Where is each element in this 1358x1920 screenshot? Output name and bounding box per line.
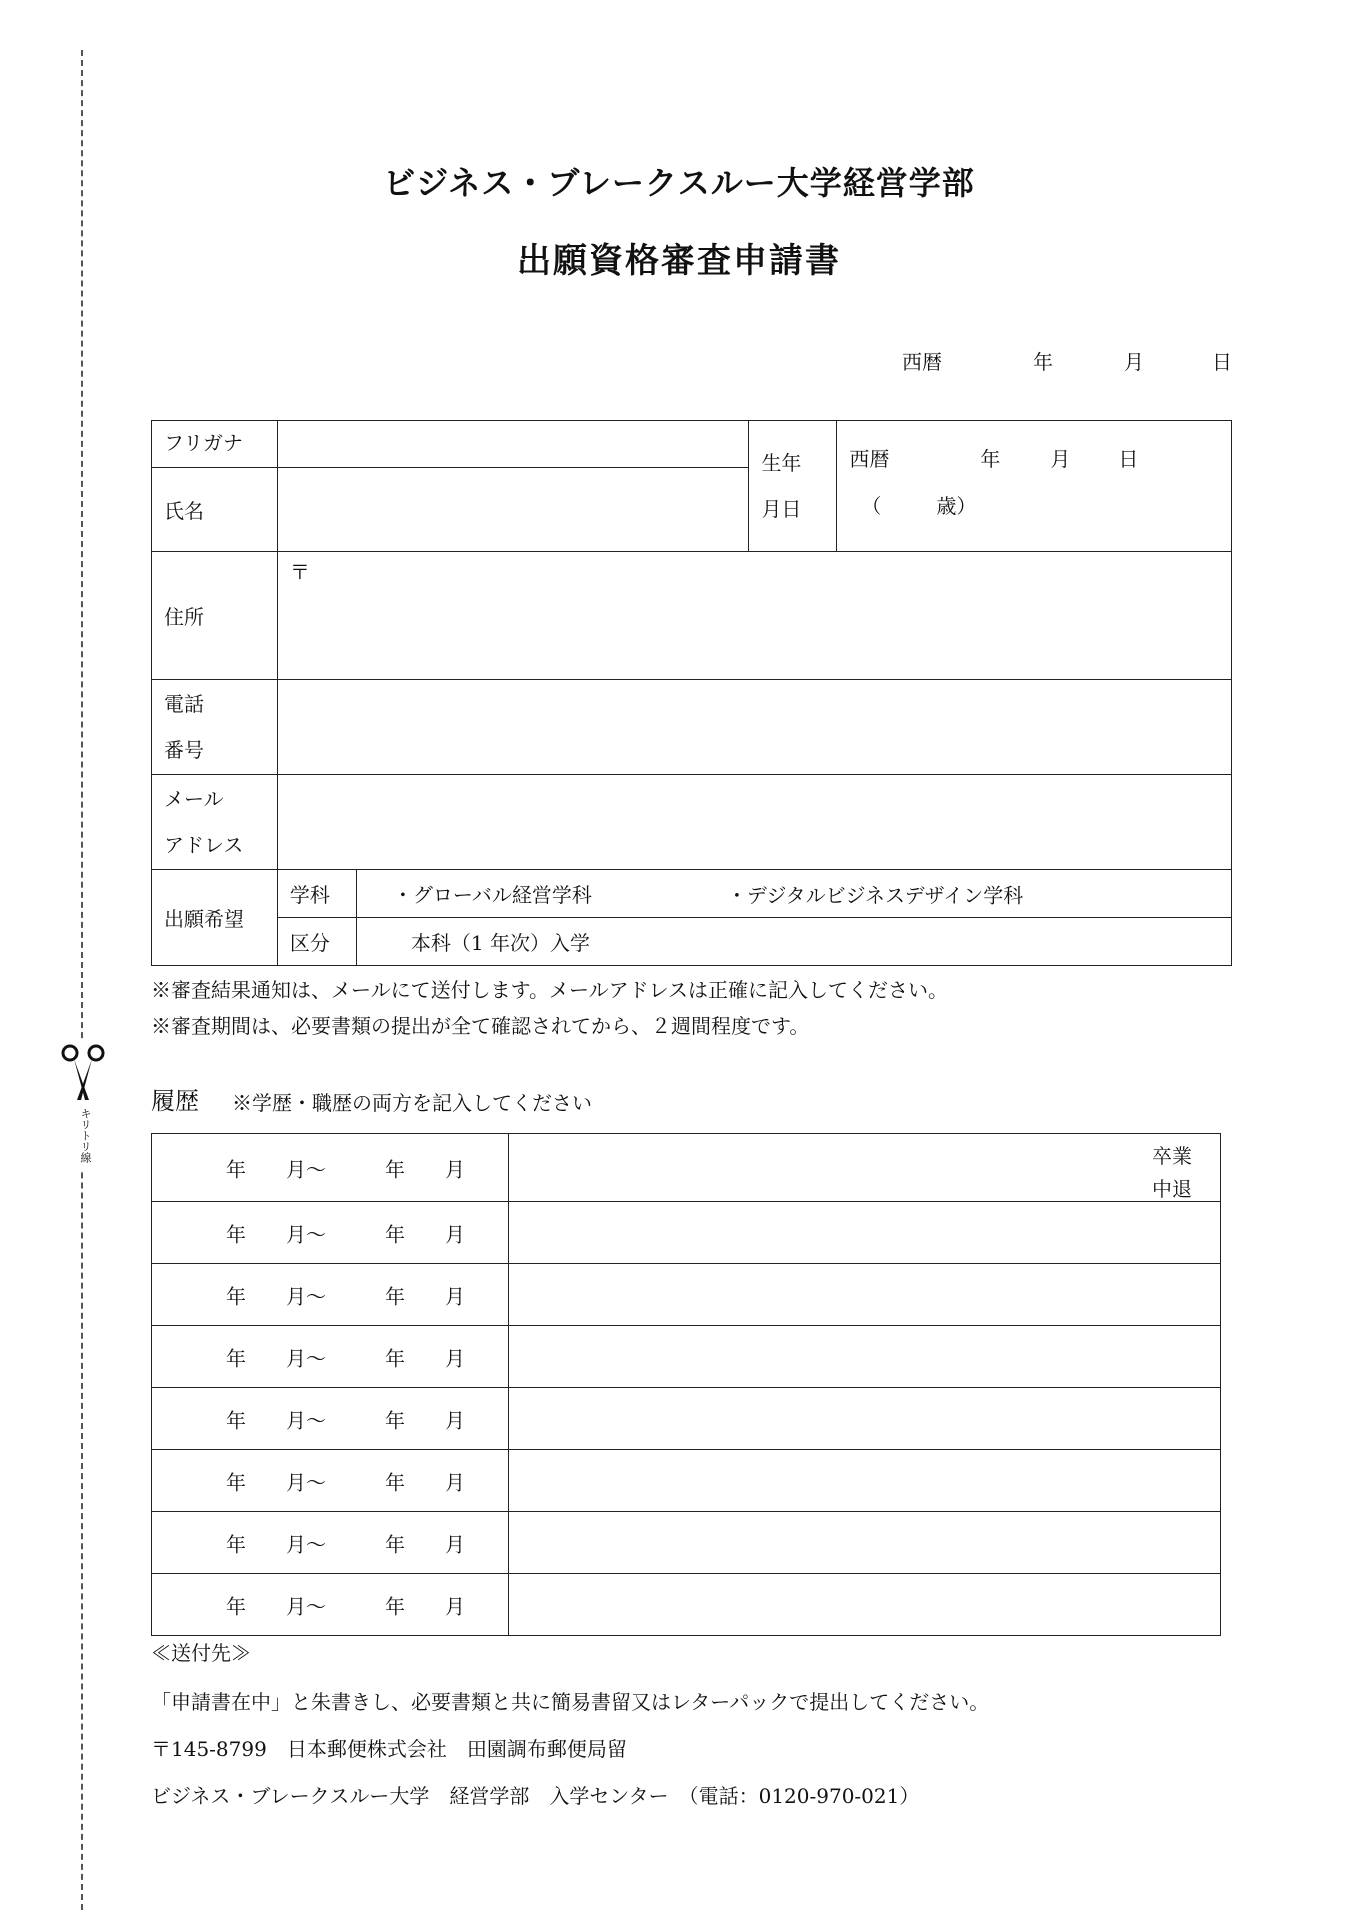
table-row (152, 1264, 1221, 1326)
scissors-marker (58, 1042, 108, 1172)
table-row (152, 1326, 1221, 1388)
age-close: 歳） (936, 494, 977, 518)
email-label-2: アドレス (164, 833, 244, 857)
history-period[interactable] (152, 1574, 509, 1636)
form-title: 出願資格審査申請書 (517, 241, 841, 281)
period-month-to: 月 (445, 1408, 465, 1432)
history-detail[interactable] (508, 1326, 1220, 1388)
history-detail[interactable] (508, 1450, 1220, 1512)
period-year-to: 年 (385, 1408, 405, 1432)
period-year-from: 年 (226, 1222, 246, 1246)
history-status (1152, 1140, 1192, 1206)
period-month-from: 月～ (286, 1594, 326, 1618)
history-period[interactable] (152, 1326, 509, 1388)
period-month-from: 月～ (286, 1532, 326, 1556)
history-period[interactable] (152, 1202, 509, 1264)
period-year-from: 年 (226, 1157, 246, 1181)
email-field[interactable] (277, 775, 1231, 870)
period-year-to: 年 (385, 1346, 405, 1370)
name-label: 氏名 (152, 468, 278, 552)
email-label (152, 775, 278, 870)
history-period[interactable] (152, 1512, 509, 1574)
history-title: 履歴 (151, 1087, 199, 1115)
history-detail[interactable] (508, 1264, 1220, 1326)
period-year-to: 年 (385, 1594, 405, 1618)
period-year-from: 年 (226, 1470, 246, 1494)
date-year: 年 (1033, 350, 1053, 374)
note-review-period: ※審査期間は、必要書類の提出が全て確認されてから、２週間程度です。 (151, 1014, 810, 1038)
period-month-to: 月 (445, 1346, 465, 1370)
history-period[interactable] (152, 1450, 509, 1512)
furigana-label: フリガナ (152, 421, 278, 468)
form-title-institution: ビジネス・ブレークスルー大学経営学部 (383, 164, 975, 202)
recipient-line: ビジネス・ブレークスルー大学 経営学部 入学センター （電話：0120-970-021） (151, 1784, 920, 1808)
table-row (152, 1388, 1221, 1450)
status-withdrawn[interactable]: 中退 (1152, 1177, 1192, 1201)
table-row (152, 1574, 1221, 1636)
department-option-global[interactable]: ・グローバル経営学科 (392, 883, 592, 907)
desired-label: 出願希望 (152, 870, 278, 966)
table-row (152, 1450, 1221, 1512)
period-year-to: 年 (385, 1532, 405, 1556)
period-month-from: 月～ (286, 1284, 326, 1308)
period-year-to: 年 (385, 1222, 405, 1246)
birthdate-era: 西暦 (849, 447, 890, 471)
birthdate-year: 年 (980, 447, 1001, 471)
period-month-from: 月～ (286, 1222, 326, 1246)
history-note: ※学歴・職歴の両方を記入してください (232, 1091, 592, 1115)
status-graduated[interactable]: 卒業 (1152, 1144, 1192, 1168)
birthdate-month: 月 (1050, 447, 1071, 471)
destination-heading: ≪送付先≫ (151, 1641, 251, 1665)
period-month-to: 月 (445, 1470, 465, 1494)
cut-line-label: キリトリ線 (79, 1108, 92, 1163)
address-label: 住所 (152, 552, 278, 680)
applicant-table (151, 420, 1232, 966)
period-month-to: 月 (445, 1222, 465, 1246)
table-row (152, 1134, 1221, 1202)
period-month-from: 月～ (286, 1157, 326, 1181)
period-month-to: 月 (445, 1284, 465, 1308)
phone-field[interactable] (277, 680, 1231, 775)
history-detail[interactable] (508, 1388, 1220, 1450)
phone-label (152, 680, 278, 775)
date-month: 月 (1124, 350, 1144, 374)
table-row (152, 1202, 1221, 1264)
department-option-digital[interactable]: ・デジタルビジネスデザイン学科 (726, 883, 1024, 907)
period-year-to: 年 (385, 1157, 405, 1181)
period-month-to: 月 (445, 1532, 465, 1556)
postal-mark: 〒 (289, 560, 310, 584)
date-era: 西暦 (902, 350, 942, 374)
birthdate-day: 日 (1118, 447, 1139, 471)
category-label: 区分 (277, 918, 356, 966)
period-year-from: 年 (226, 1346, 246, 1370)
birthdate-label-1: 生年 (761, 451, 802, 475)
cut-line (81, 50, 83, 1910)
department-label: 学科 (277, 870, 356, 918)
phone-label-1: 電話 (164, 692, 204, 716)
category-value: 本科（1 年次）入学 (356, 918, 1231, 966)
period-month-to: 月 (445, 1157, 465, 1181)
history-period[interactable] (152, 1264, 509, 1326)
age-open: （ (861, 494, 882, 518)
history-period[interactable] (152, 1134, 509, 1202)
submission-instruction: 「申請書在中」と朱書きし、必要書類と共に簡易書留又はレターパックで提出してください。 (151, 1690, 990, 1714)
birthdate-label-cell (749, 421, 837, 552)
period-month-from: 月～ (286, 1346, 326, 1370)
birthdate-field[interactable] (837, 421, 1232, 552)
period-year-to: 年 (385, 1284, 405, 1308)
period-year-from: 年 (226, 1284, 246, 1308)
history-detail[interactable] (508, 1512, 1220, 1574)
period-year-to: 年 (385, 1470, 405, 1494)
department-options (356, 870, 1231, 918)
email-label-1: メール (164, 787, 224, 811)
address-field[interactable] (277, 552, 1231, 680)
period-month-to: 月 (445, 1594, 465, 1618)
history-table (151, 1133, 1221, 1636)
period-month-from: 月～ (286, 1470, 326, 1494)
table-row (152, 1512, 1221, 1574)
period-year-from: 年 (226, 1408, 246, 1432)
note-result-notice: ※審査結果通知は、メールにて送付します。メールアドレスは正確に記入してください。 (151, 978, 948, 1002)
birthdate-label-2: 月日 (761, 497, 802, 521)
period-month-from: 月～ (286, 1408, 326, 1432)
scissors-icon (60, 1042, 106, 1104)
period-year-from: 年 (226, 1594, 246, 1618)
phone-label-2: 番号 (164, 738, 204, 762)
period-year-from: 年 (226, 1532, 246, 1556)
postal-address: 〒145-8799 日本郵便株式会社 田園調布郵便局留 (151, 1737, 627, 1761)
history-detail[interactable] (508, 1202, 1220, 1264)
name-field[interactable] (277, 468, 749, 552)
date-day: 日 (1212, 350, 1232, 374)
history-period[interactable] (152, 1388, 509, 1450)
furigana-field[interactable] (277, 421, 749, 468)
history-detail[interactable] (508, 1574, 1220, 1636)
history-detail[interactable] (508, 1134, 1220, 1202)
